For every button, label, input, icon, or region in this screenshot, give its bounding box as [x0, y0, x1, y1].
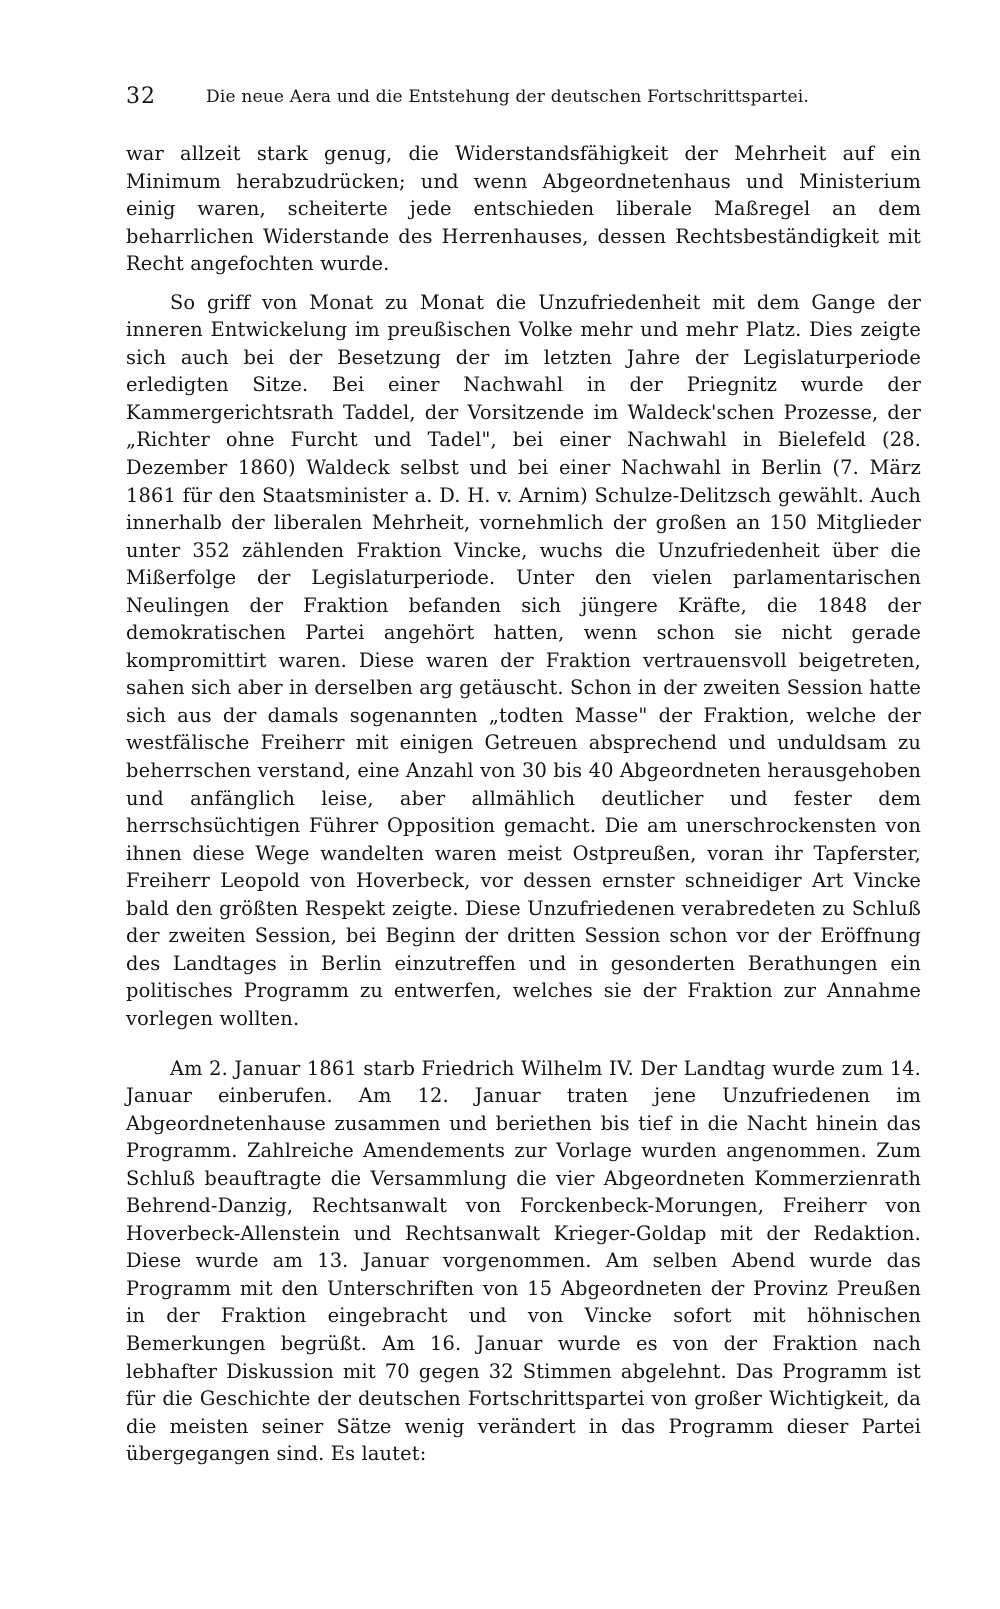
page-number: 32: [126, 84, 156, 109]
paragraph-programm: Am 2. Januar 1861 starb Friedrich Wilhelm IV. Der Landtag wurde zum 14. Januar einberufen. Am 12. Januar traten jene Unzufriedenen im Abgeordnetenhause zusammen und beriethen bis tief in die Nacht hinein das Programm. Zahlreiche Amendements zur Vorlage wurden angenommen. Zum Schluß beauftragte die Versammlung die vier Abgeordneten Kommerzienrath Behrend-Danzig, Rechtsanwalt von Forckenbeck-Morungen, Freiherr von Hoverbeck-Allenstein und Rechtsanwalt Krieger-Goldap mit der Redaktion. Diese wurde am 13. Januar vorgenommen. Am selben Abend wurde das Programm mit den Unterschriften von 15 Abgeordneten der Provinz Preußen in der Fraktion eingebracht und von Vincke sofort mit höhnischen Bemerkungen begrüßt. Am 16. Januar wurde es von der Fraktion nach lebhafter Diskussion mit 70 gegen 32 Stimmen abgelehnt. Das Programm ist für die Geschichte der deutschen Fortschrittspartei von großer Wichtigkeit, da die meisten seiner Sätze wenig verändert in das Programm dieser Partei übergegangen sind. Es lautet:: [126, 1056, 921, 1466]
running-header: [126, 84, 866, 114]
paragraph-unzufriedenheit: So griff von Monat zu Monat die Unzufriedenheit mit dem Gange der inneren Entwickelung im preußischen Volke mehr und mehr Platz. Dies zeigte sich auch bei der Besetzung der im letzten Jahre der Legislaturperiode erledigten Sitze. Bei einer Nachwahl in der Priegnitz wurde der Kammergerichtsrath Taddel, der Vorsitzende im Waldeck'schen Prozesse, der „Richter ohne Furcht und Tadel", bei einer Nachwahl in Bielefeld (28. Dezember 1860) Waldeck selbst und bei einer Nachwahl in Berlin (7. März 1861 für den Staatsminister a. D. H. v. Arnim) Schulze-Delitzsch gewählt. Auch innerhalb der liberalen Mehrheit, vornehmlich der großen an 150 Mitglieder unter 352 zählenden Fraktion Vincke, wuchs die Unzufriedenheit über die Mißerfolge der Legislaturperiode. Unter den vielen parlamentarischen Neulingen der Fraktion befanden sich jüngere Kräfte, die 1848 der demokratischen Partei angehört hatten, wenn schon sie nicht gerade kompromittirt waren. Diese waren der Fraktion vertrauensvoll beigetreten, sahen sich aber in derselben arg getäuscht. Schon in der zweiten Session hatte sich aus der damals sogenannten „todten Masse" der Fraktion, welche der westfälische Freiherr mit einigen Getreuen absprechend und unduldsam zu beherrschen verstand, eine Anzahl von 30 bis 40 Abgeordneten herausgehoben und anfänglich leise, aber allmählich deutlicher und fester dem herrschsüchtigen Führer Opposition gemacht. Die am unerschrockensten von ihnen diese Wege wandelten waren meist Ostpreußen, voran ihr Tapferster, Freiherr Leopold von Hoverbeck, vor dessen ernster schneidiger Art Vincke bald den größten Respekt zeigte. Diese Unzufriedenen verabredeten zu Schluß der zweiten Session, bei Beginn der dritten Session schon vor der Eröffnung des Landtages in Berlin einzutreffen und in gesonderten Berathungen ein politisches Programm zu entwerfen, welches sie der Fraktion zur Annahme vorlegen wollten.: [126, 290, 921, 1030]
body-text: [126, 140, 921, 1468]
running-title: Die neue Aera und die Entstehung der deutschen Fortschrittspartei.: [206, 87, 809, 107]
paragraph-continuation: war allzeit stark genug, die Widerstandsfähigkeit der Mehrheit auf ein Minimum herabzudrücken; und wenn Abgeordnetenhaus und Ministerium einig waren, scheiterte jede entschieden liberale Maßregel an dem beharrlichen Widerstande des Herrenhauses, dessen Rechtsbeständigkeit mit Recht angefochten wurde.: [126, 142, 921, 276]
